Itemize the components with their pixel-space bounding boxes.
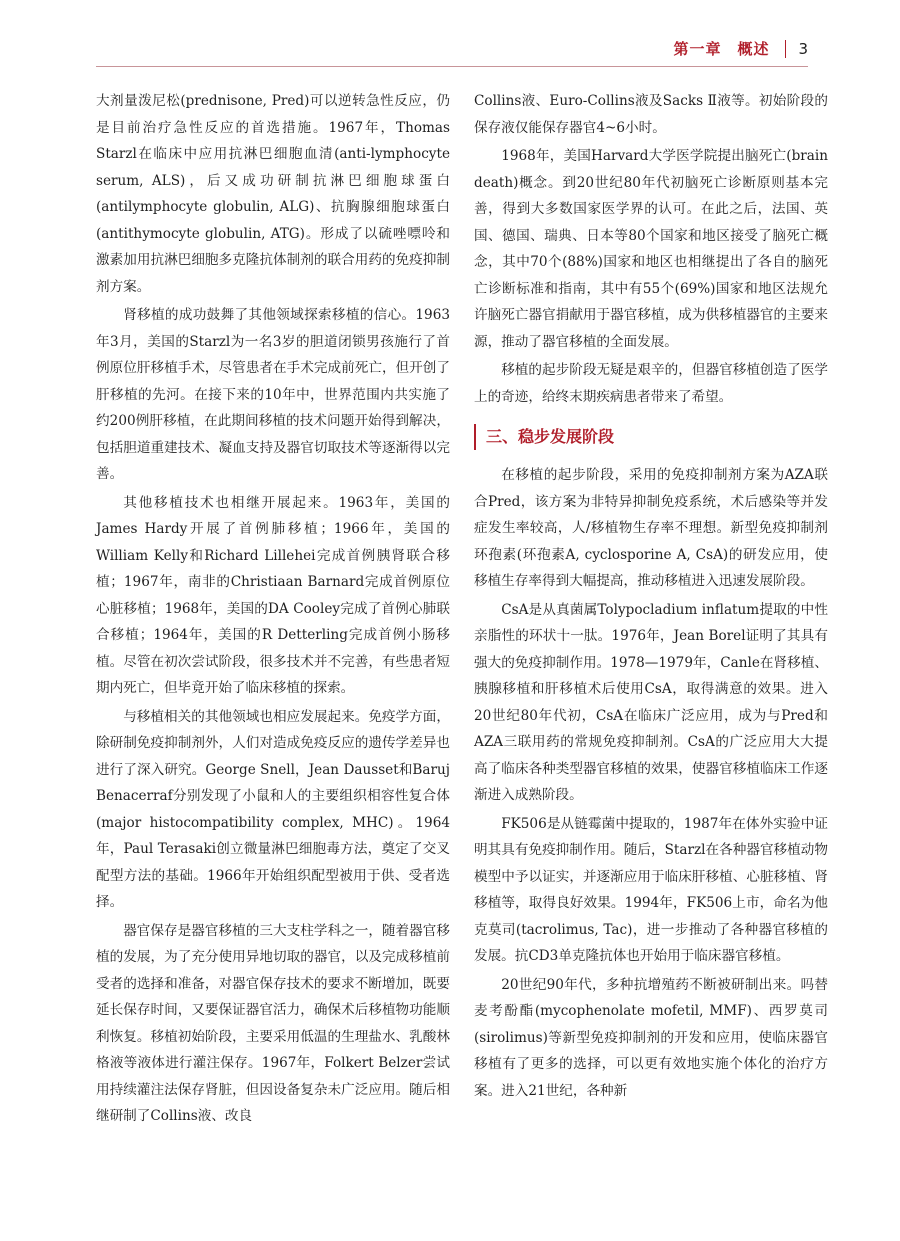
paragraph: CsA是从真菌属Tolypocladium inflatum提取的中性亲脂性的环状十一肽。1976年，Jean Borel证明了其具有强大的免疫抑制作用。1978—1979年，Canle在肾移植、胰腺移植和肝移植术后使用CsA，取得满意的效果。进入20世纪80年代初，CsA在临床广泛应用，成为与Pred和AZA三联用药的常规免疫抑制剂。CsA的广泛应用大大提高了临床各种类型器官移植的效果，使器官移植临床工作逐渐进入成熟阶段。 bbox=[474, 601, 828, 803]
header-rule bbox=[96, 66, 808, 67]
paragraph: 大剂量泼尼松(prednisone, Pred)可以逆转急性反应，仍是目前治疗急性反应的首选措施。1967年，Thomas Starzl在临床中应用抗淋巴细胞血清(anti-lymphocyte serum, ALS)，后又成功研制抗淋巴细胞球蛋白(antilymphocyte globulin, ALG)、抗胸腺细胞球蛋白(antithymocyte globulin, ATG)。形成了以硫唑嘌呤和激素加用抗淋巴细胞多克隆抗体制剂的联合用药的免疫抑制剂方案。 bbox=[96, 93, 450, 295]
paragraph: 移植的起步阶段无疑是艰辛的，但器官移植创造了医学上的奇迹，给终末期疾病患者带来了希望。 bbox=[474, 362, 828, 405]
paragraph: 1968年，美国Harvard大学医学院提出脑死亡(brain death)概念。到20世纪80年代初脑死亡诊断原则基本完善，得到大多数国家医学界的认可。在此之后，法国、英国、德国、瑞典、日本等80个国家和地区接受了脑死亡概念，其中70个(88%)国家和地区也相继提出了各自的脑死亡诊断标准和指南，其中有55个(69%)国家和地区法规允许脑死亡器官捐献用于器官移植，成为供移植器官的主要来源，推动了器官移植的全面发展。 bbox=[474, 148, 828, 350]
section-heading: 三、稳步发展阶段 bbox=[474, 424, 828, 450]
running-header bbox=[673, 38, 808, 59]
left-column bbox=[96, 88, 450, 1132]
paragraph: 在移植的起步阶段，采用的免疫抑制剂方案为AZA联合Pred，该方案为非特异抑制免疫系统，术后感染等并发症发生率较高，人/移植物生存率不理想。新型免疫抑制剂环孢素(环孢素A, cyclosporine A, CsA)的研发应用，使移植生存率得到大幅提高，推动移植进入迅速发展阶段。 bbox=[474, 467, 828, 589]
header-divider bbox=[785, 40, 786, 58]
paragraph: 20世纪90年代，多种抗增殖药不断被研制出来。吗替麦考酚酯(mycophenolate mofetil, MMF)、西罗莫司(sirolimus)等新型免疫抑制剂的开发和应用，使临床器官移植有了更多的选择，可以更有效地实施个体化的治疗方案。进入21世纪，各种新 bbox=[474, 976, 828, 1099]
paragraph: Collins液、Euro-Collins液及Sacks Ⅱ液等。初始阶段的保存液仅能保存器官4~6小时。 bbox=[474, 93, 828, 136]
paragraph: 与移植相关的其他领域也相应发展起来。免疫学方面，除研制免疫抑制剂外，人们对造成免疫反应的遗传学差异也进行了深入研究。George Snell，Jean Dausset和Baruj Benacerraf分别发现了小鼠和人的主要组织相容性复合体(major histocompatibility complex, MHC)。1964年，Paul Terasaki创立微量淋巴细胞毒方法，奠定了交叉配型方法的基础。1966年开始组织配型被用于供、受者选择。 bbox=[96, 708, 450, 910]
right-column bbox=[474, 88, 828, 1106]
chapter-title: 第一章 概述 bbox=[673, 40, 770, 58]
paragraph: FK506是从链霉菌中提取的，1987年在体外实验中证明其具有免疫抑制作用。随后，Starzl在各种器官移植动物模型中予以证实，并逐渐应用于临床肝移植、心脏移植、肾移植等，取得良好效果。1994年，FK506上市，命名为他克莫司(tacrolimus, Tac)，进一步推动了各种器官移植的发展。抗CD3单克隆抗体也开始用于临床器官移植。 bbox=[474, 815, 828, 964]
paragraph: 其他移植技术也相继开展起来。1963年，美国的James Hardy开展了首例肺移植；1966年，美国的William Kelly和Richard Lillehei完成首例胰肾联合移植；1967年，南非的Christiaan Barnard完成首例原位心脏移植；1968年，美国的DA Cooley完成了首例心肺联合移植；1964年，美国的R Detterling完成首例小肠移植。尽管在初次尝试阶段，很多技术并不完善，有些患者短期内死亡，但毕竟开始了临床移植的探索。 bbox=[96, 494, 450, 696]
page-number: 3 bbox=[798, 39, 808, 58]
paragraph: 器官保存是器官移植的三大支柱学科之一，随着器官移植的发展，为了充分使用异地切取的器官，以及完成移植前受者的选择和准备，对器官保存技术的要求不断增加，既要延长保存时间，又要保证器官活力，确保术后移植物功能顺利恢复。移植初始阶段，主要采用低温的生理盐水、乳酸林格液等液体进行灌注保存。1967年，Folkert Belzer尝试用持续灌注法保存肾脏，但因设备复杂未广泛应用。随后相继研制了Collins液、改良 bbox=[96, 922, 450, 1124]
paragraph: 肾移植的成功鼓舞了其他领域探索移植的信心。1963年3月，美国的Starzl为一名3岁的胆道闭锁男孩施行了首例原位肝移植手术，尽管患者在手术完成前死亡，但开创了肝移植的先河。在接下来的10年中，世界范围内共实施了约200例肝移植，在此期间移植的技术问题开始得到解决，包括胆道重建技术、凝血支持及器官切取技术等逐渐得以完善。 bbox=[96, 307, 450, 482]
